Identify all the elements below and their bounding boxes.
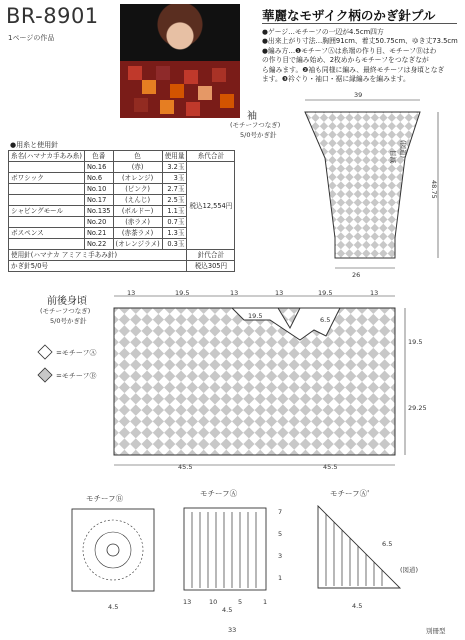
motif-b-round [83,520,143,580]
motif-a2-title: モチーフⒶ' [330,489,370,498]
yarn-amount: 1.3玉 [162,228,187,239]
needle-total-label: 針代合計 [187,250,235,261]
motif-a-width: 4.5 [222,606,233,614]
color-name: (赤茶ラメ) [113,228,162,239]
corner-label: 別冊型 [426,627,446,635]
sleeve-dim-top: 39 [354,91,363,99]
body-shape [114,308,395,455]
body-dim-bottom: 45.5 [323,463,338,471]
sleeve-dim-height: 48.75 [430,180,438,199]
motif-a2-side: (図道) [400,566,419,574]
yarn-name [9,217,85,228]
motif-a-chart [178,502,274,598]
yarn-name [9,195,85,206]
body-title: 前後身頃 [47,296,87,307]
body-dim-top: 19.5 [318,289,333,297]
body-side-upper: 19.5 [408,338,423,346]
note-line: ●出来上がり寸法…胸囲91cm、着丈50.75cm、ゆき丈73.5cm [262,37,458,46]
body-side-lower: 29.25 [408,404,427,412]
legend-swatch-a [38,345,52,359]
motif-a-side: 7 [278,508,283,516]
motif-a-row: 1 [263,598,268,606]
column-header: 色番 [84,151,113,162]
color-name: (オレンジラメ) [113,239,162,250]
motif-a2-diagonal: 6.5 [382,540,393,548]
sleeve-shape [305,112,420,258]
color-number: No.16 [84,162,113,173]
neck-depth: 19.5 [248,312,263,320]
legend-swatch-b [38,368,52,382]
motif-b-round [95,532,131,568]
sleeve-subtitle: (モチーフつなぎ) [230,121,281,129]
motif-b-outline [72,509,154,591]
sleeve-title: 袖 [247,111,257,122]
color-number: No.17 [84,195,113,206]
yarn-amount: 2.5玉 [162,195,187,206]
motif-a-side: 5 [278,530,283,538]
yarn-amount: 2.7玉 [162,184,187,195]
color-name: (赤ラメ) [113,217,162,228]
color-number: No.20 [84,217,113,228]
body-dim-bottom: 45.5 [178,463,193,471]
motif-b-chart [68,505,158,595]
body-dim-top: 19.5 [175,289,190,297]
yarn-name: ボスペンス [9,228,85,239]
yarn-amount: 0.7玉 [162,217,187,228]
note-line: ら編みます。❷袖も同様に編み、最終モチーフは身頃となぎ [262,65,445,74]
color-number: No.135 [84,206,113,217]
motif-a2-width: 4.5 [352,602,363,610]
title-divider [262,23,457,24]
body-subtitle: (モチーフつなぎ) [40,307,91,315]
page-number: 33 [228,626,237,634]
motif-a2-stitches [326,514,382,586]
sleeve-dim-side: (図道) [399,140,407,159]
note-line: ます。❸衿ぐり・袖口・裾に縁編みを編みます。 [262,75,410,84]
neck-small: 6.5 [320,316,331,324]
color-name: (えんじ) [113,195,162,206]
yarn-amount: 3.2玉 [162,162,187,173]
body-dim-top: 13 [230,289,239,297]
needle-value: かぎ針5/0号 [9,261,187,272]
note-line: の作り目で編み始め、2枚めからモチーフをつなぎなが [262,56,429,65]
yarn-name [9,184,85,195]
motif-b-title: モチーフⒷ [86,494,124,503]
motif-a-side: 3 [278,552,283,560]
body-dim-top: 13 [127,289,136,297]
yarn-name [9,239,85,250]
model-photo [120,4,240,118]
body-dim-top: 13 [275,289,284,297]
motif-a-row: 5 [238,598,243,606]
color-name: (ボルドー) [113,206,162,217]
materials-heading: ●用糸と使用針 [10,141,59,149]
yarn-name: シャビングモール [9,206,85,217]
materials-table [8,150,235,272]
motif-a-side: 1 [278,574,283,582]
column-header: 糸代合計 [187,151,235,162]
color-name: (オレンジ) [113,173,162,184]
motif-a-outline [184,508,266,590]
motif-a2-chart [308,500,418,600]
yarn-amount: 1.1玉 [162,206,187,217]
sleeve-dim-side2: 目減 [389,150,397,163]
yarn-amount: 3玉 [162,173,187,184]
note-line: ●ゲージ…モチーフの一辺が4.5cm四方 [262,28,384,36]
color-number: No.6 [84,173,113,184]
yarn-total: 税込12,554円 [187,162,235,250]
color-number: No.10 [84,184,113,195]
needle-label: 使用針(ハマナカ アミアミ手あみ針) [9,250,187,261]
yarn-amount: 0.3玉 [162,239,187,250]
legend-b: =モチーフⒷ [56,372,97,380]
column-header: 使用量 [162,151,187,162]
page-title: 華麗なモザイク柄のかぎ針プル [262,8,436,23]
body-hook: 5/0号かぎ針 [50,317,87,325]
sleeve-hook: 5/0号かぎ針 [240,131,277,139]
legend-swatches [37,344,53,384]
motif-a-stitches [192,512,256,588]
color-name: (ピンク) [113,184,162,195]
motif-a-row: 10 [209,598,218,606]
instruction-notes [262,28,460,84]
motif-a-title: モチーフⒶ [200,489,238,498]
body-dim-top: 13 [370,289,379,297]
color-number: No.22 [84,239,113,250]
yarn-name: ボワシック [9,173,85,184]
page-reference: 1ページの作品 [8,34,55,42]
color-name: (赤) [113,162,162,173]
note-line: ●編み方…❶モチーフⒶは糸端の作り目、モチーフⒷはわ [262,46,437,55]
column-header: 糸名(ハマナカ手あみ糸) [9,151,85,162]
column-header: 色 [113,151,162,162]
color-number: No.21 [84,228,113,239]
needle-total: 税込305円 [187,261,235,272]
yarn-name [9,162,85,173]
motif-b-ring [107,544,119,556]
motif-b-width: 4.5 [108,603,119,611]
sleeve-dim-bottom: 26 [352,271,361,279]
legend-a: =モチーフⒶ [56,349,97,357]
motif-a-row: 13 [183,598,192,606]
pattern-code: BR-8901 [6,4,99,28]
